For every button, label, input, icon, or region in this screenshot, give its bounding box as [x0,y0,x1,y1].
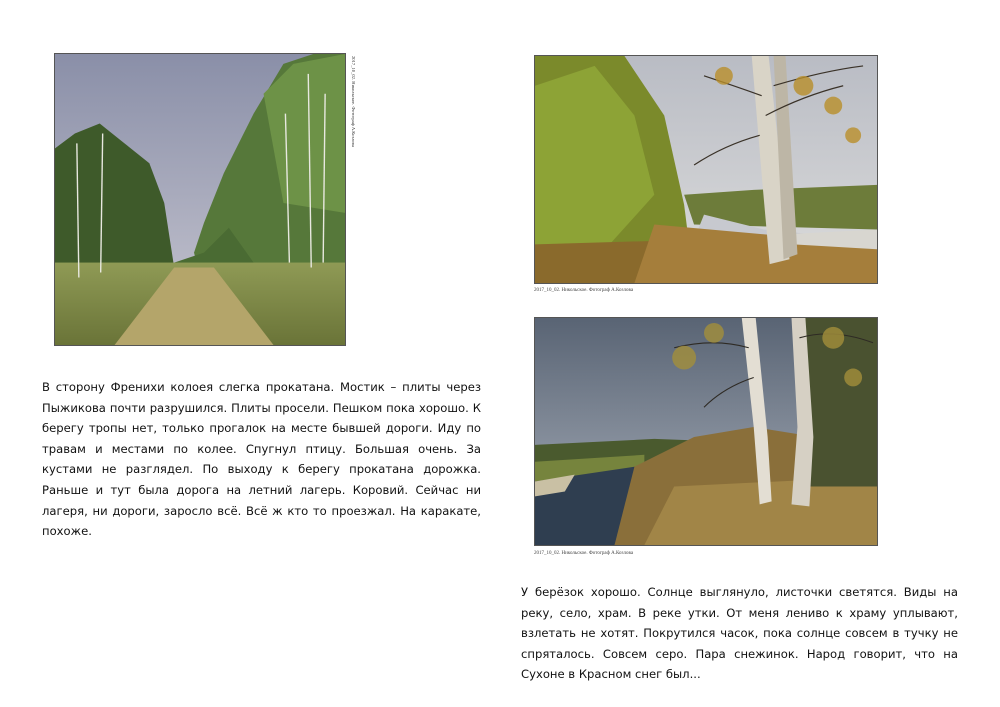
river-birches-image [535,318,877,545]
photo-birches-river [534,55,878,284]
photo-caption-right-top: 2017_10_02. Никольское. Фотограф А.Козлова [534,288,634,293]
photo-caption-left: 2017_10_02. Никольское. Фотограф А.Козлова [351,56,356,147]
forest-path-image [55,54,345,345]
left-paragraph: В сторону Френихи колоея слегка прокатана. Мостик – плиты через Пыжикова почти разрушился. Плиты просели. Пешком пока хорошо. К берегу тропы нет, только прогалок на месте бывшей дороги. Иду по травам и местами по колее. Спугнул птицу. Большая очень. За кустами не разглядел. По выходу к берегу прокатана дорожка. Раньше и тут была дорога на летний лагерь. Коровий. Сейчас ни лагеря, ни дороги, заросло всё. Всё ж кто то проезжал. На каракате, похоже. [42,380,481,539]
photo-river-birches [534,317,878,546]
birches-river-image [535,56,877,283]
photo-caption-right-bottom: 2017_10_02. Никольское. Фотограф А.Козлова [534,551,634,556]
right-paragraph: У берёзок хорошо. Солнце выглянуло, листочки светятся. Виды на реку, село, храм. В реке утки. От меня лениво к храму уплывают, взлетать не хотят. Покрутился часок, пока солнце совсем в тучку не спряталось. Совсем серо. Пара снежинок. Народ говорит, что на Сухоне в Красном снег был... [521,585,958,682]
photo-forest-path [54,53,346,346]
